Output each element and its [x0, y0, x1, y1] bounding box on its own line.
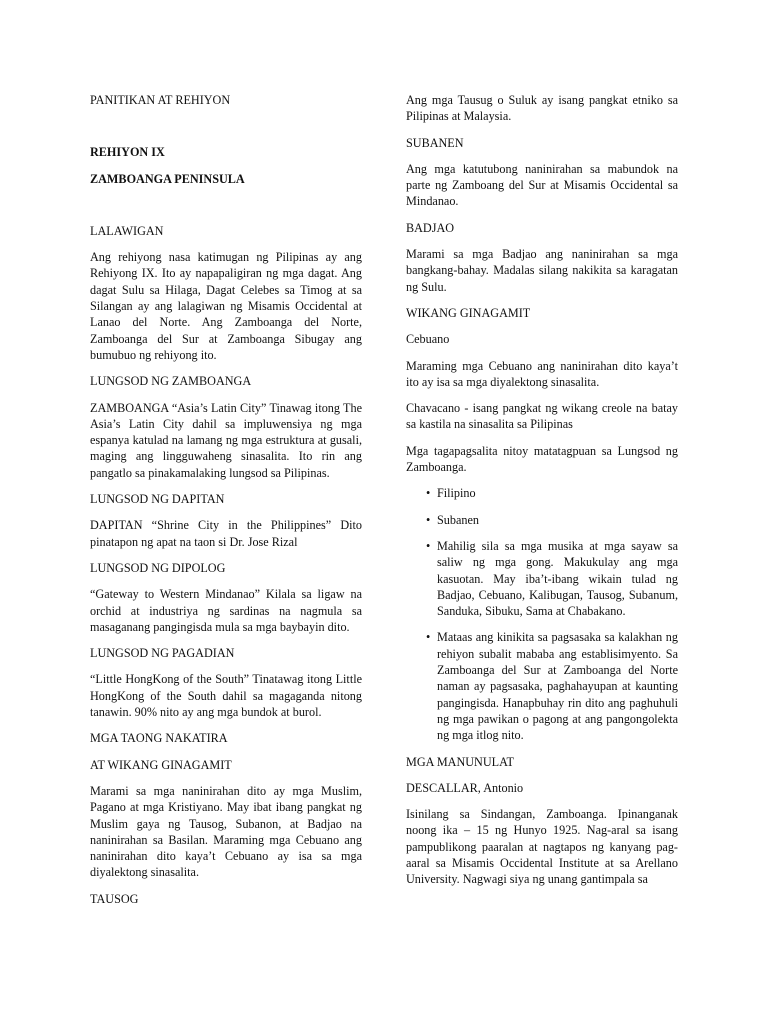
badjao-paragraph: Marami sa mga Badjao ang naninirahan sa mga bangkang-bahay. Madalas silang nakikita sa karagatan ng Sulu.: [406, 247, 678, 294]
manunulat-heading: MGA MANUNULAT: [406, 754, 514, 769]
bullet-icon: •: [426, 538, 431, 553]
subanen-heading: SUBANEN: [406, 135, 464, 150]
taong-nakatira-heading: MGA TAONG NAKATIRA: [90, 731, 228, 746]
bullet-list: [406, 485, 678, 743]
badjao-heading: BADJAO: [406, 220, 455, 235]
wikang-heading: WIKANG GINAGAMIT: [406, 305, 531, 320]
list-item: [406, 512, 678, 528]
cebuano-heading: Cebuano: [406, 332, 450, 347]
pagadian-paragraph: “Little HongKong of the South” Tinatawag itong Little HongKong of the South dahil sa magaganda nitong tanawin. 90% nito ay ang mga bundok at burol.: [90, 672, 362, 720]
list-item: [406, 485, 678, 501]
tagapagsalita-paragraph: Mga tagapagsalita nitoy matatagpuan sa Lungsod ng Zamboanga.: [406, 443, 678, 475]
lalawigan-paragraph: Ang rehiyong nasa katimugan ng Pilipinas ay ang Rehiyong IX. Ito ay napapaligiran ng mga dagat. Ang dagat Sulu sa Hilaga, Dagat Celebes sa Timog at sa Silangan ay ang lalagiwan ng Misamis Occidental at Lanao del Norte. Ang Zamboanga del Norte, Zamboanga del Sur at Zamboanga Sibugay ang bumubuo ng rehiyong ito.: [90, 250, 362, 362]
tausog-heading: TAUSOG: [90, 891, 139, 906]
descallar-heading: DESCALLAR, Antonio: [406, 780, 524, 795]
dapitan-paragraph: DAPITAN “Shrine City in the Philippines” Dito pinatapon ng apat na taon si Dr. Jose Rizal: [90, 518, 362, 549]
list-item-text: Mataas ang kinikita sa pagsasaka sa kalakhan ng rehiyon subalit mababa ang establisimyento. Sa Zamboanga del Sur at Zamboanga del Norte naman ay pagsasaka, paghahayupan at kaunting pangingisda. Hanapbuhay rin dito ang paghuhuli ng mga pawikan o pagong at ang pangongolekta ng mga itlog nito.: [437, 630, 678, 743]
cebuano-paragraph: Maraming mga Cebuano ang naninirahan dito kaya’t ito ay isa sa mga diyalektong sinasalita.: [406, 358, 678, 389]
list-item: [406, 538, 678, 619]
bullet-icon: •: [426, 512, 431, 527]
bullet-icon: •: [426, 630, 431, 645]
list-item-text: Mahilig sila sa mga musika at mga sayaw sa saliw ng mga gong. Makukulay ang mga kasuotan. May iba’t-ibang wikain tulad ng Badjao, Cebuano, Kalibugan, Tausog, Subanum, Sanduka, Sibuku, Sama at Chabakano.: [437, 538, 678, 619]
list-item: [406, 629, 678, 743]
pagadian-heading: LUNGSOD NG PAGADIAN: [90, 646, 235, 661]
descallar-paragraph: Isinilang sa Sindangan, Zamboanga. Ipinanganak noong ika – 15 ng Hunyo 1925. Nag-aral sa isang pampublikong paaralan at nagtapos ng kanyang pag-aaral sa Misamis Occidental Institute at sa Arellano University. Nagwagi siya ng unang gantimpala sa: [406, 807, 678, 887]
list-item-text: Subanen: [437, 512, 479, 527]
tausog-paragraph: Ang mga Tausug o Suluk ay isang pangkat etniko sa Pilipinas at Malaysia.: [406, 93, 678, 124]
dapitan-heading: LUNGSOD NG DAPITAN: [90, 492, 225, 507]
region-heading: REHIYON IX: [90, 145, 165, 160]
right-column: [406, 92, 678, 898]
taong-nakatira-paragraph: Marami sa mga naninirahan dito ay mga Muslim, Pagano at mga Kristiyano. May ibat ibang pangkat ng Muslim gaya ng Tausog, Subanon, at Badjao na naninirahan sa Basilan. Maraming mga Cebuano ang naninirahan dito kaya’t Cebuano ay isa sa mga diyalektong sinasalita.: [90, 783, 362, 880]
chavacano-paragraph: Chavacano - isang pangkat ng wikang creole na batay sa kastila na sinasalita sa Pilipinas: [406, 401, 678, 432]
list-item-text: Filipino: [437, 486, 476, 501]
zamboanga-paragraph: ZAMBOANGA “Asia’s Latin City” Tinawag itong The Asia’s Latin City dahil sa impluwensiya ng mga espanya katulad na lamang ng mga estruktura at gusali, maging ang lingguwaheng sinasalita. Ito rin ang pangatlo sa pinakamalaking lungsod sa Pilipinas.: [90, 400, 362, 480]
lalawigan-heading: LALAWIGAN: [90, 223, 164, 238]
left-column: [90, 92, 362, 917]
wikang-ginagamit-heading: AT WIKANG GINAGAMIT: [90, 757, 232, 772]
dipolog-heading: LUNGSOD NG DIPOLOG: [90, 560, 226, 575]
zamboanga-heading: LUNGSOD NG ZAMBOANGA: [90, 374, 252, 389]
bullet-icon: •: [426, 486, 431, 501]
subanen-paragraph: Ang mga katutubong naninirahan sa mabundok na parte ng Zamboang del Sur at Misamis Occidental sa Mindanao.: [406, 161, 678, 209]
document-title: PANITIKAN AT REHIYON: [90, 93, 231, 107]
dipolog-paragraph: “Gateway to Western Mindanao” Kilala sa ligaw na orchid at industriya ng sardinas na nagmula sa masaganang pangingisda mula sa mga baybayin dito.: [90, 587, 362, 634]
region-name-heading: ZAMBOANGA PENINSULA: [90, 171, 245, 186]
